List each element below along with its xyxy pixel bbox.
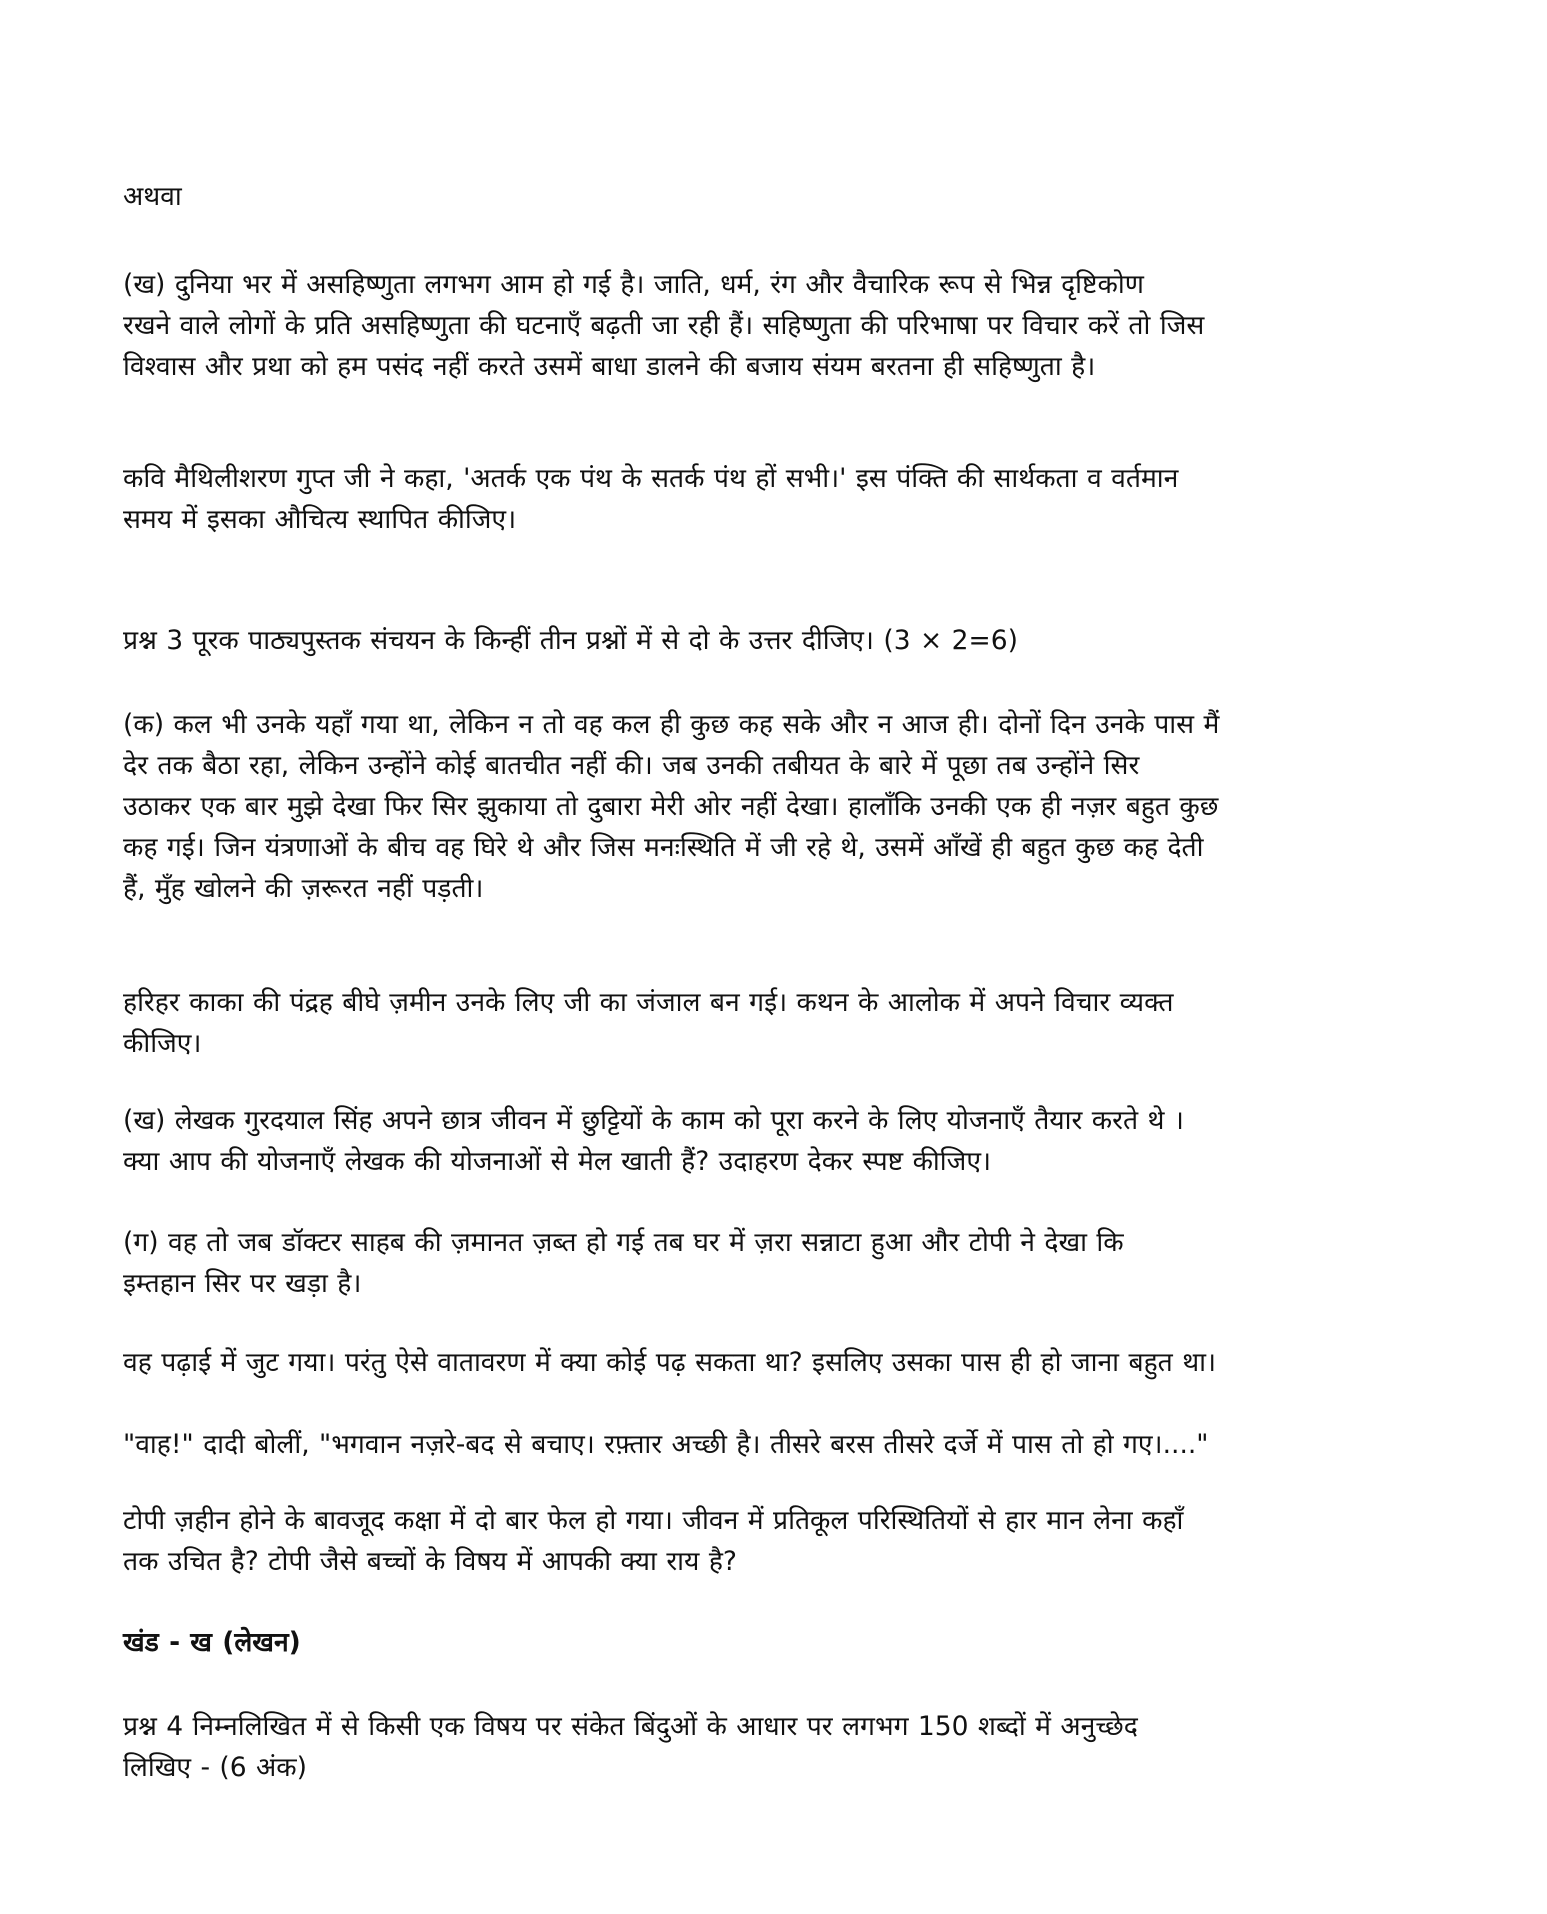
- text-line: विश्वास और प्रथा को हम पसंद नहीं करते उसमें बाधा डालने की बजाय संयम बरतना ही सहिष्णुता है।: [123, 351, 1096, 382]
- athva-heading: [123, 176, 1423, 217]
- text-line: हैं, मुँह खोलने की ज़रूरत नहीं पड़ती।: [123, 873, 484, 904]
- text-line: प्रश्न 3 पूरक पाठ्यपुस्तक संचयन के किन्हीं तीन प्रश्नों में से दो के उत्तर दीजिए। (3 × 2=6): [123, 625, 1018, 656]
- passage-kha-gurdayal: [123, 1100, 1423, 1182]
- passage-kha-intolerance: [123, 264, 1423, 387]
- passage-ga-dadi-quote: [123, 1424, 1423, 1465]
- text-line: तक उचित है? टोपी जैसे बच्चों के विषय में आपकी क्या राय है?: [123, 1546, 737, 1577]
- text-line: इम्तहान सिर पर खड़ा है।: [123, 1268, 362, 1299]
- text-line: खंड - ख (लेखन): [123, 1627, 301, 1658]
- text-line: प्रश्न 4 निम्नलिखित में से किसी एक विषय पर संकेत बिंदुओं के आधार पर लगभग 150 शब्दों में अनुच्छेद: [123, 1711, 1138, 1742]
- text-line: लिखिए - (6 अंक): [123, 1752, 307, 1783]
- text-line: समय में इसका औचित्य स्थापित कीजिए।: [123, 504, 517, 535]
- passage-ga-continued: [123, 1342, 1423, 1383]
- text-line: क्या आप की योजनाएँ लेखक की योजनाओं से मेल खाती हैं? उदाहरण देकर स्पष्ट कीजिए।: [123, 1146, 992, 1177]
- question-harihar-kaka: [123, 982, 1423, 1064]
- text-line: (क) कल भी उनके यहाँ गया था, लेकिन न तो वह कल ही कुछ कह सके और न आज ही। दोनों दिन उनके पास मैं: [123, 709, 1220, 740]
- text-line: (ख) दुनिया भर में असहिष्णुता लगभग आम हो गई है। जाति, धर्म, रंग और वैचारिक रूप से भिन्न दृष्टिकोण: [123, 269, 1144, 300]
- text-line: रखने वाले लोगों के प्रति असहिष्णुता की घटनाएँ बढ़ती जा रही हैं। सहिष्णुता की परिभाषा पर विचार करें तो जिस: [123, 310, 1205, 341]
- text-line: उठाकर एक बार मुझे देखा फिर सिर झुकाया तो दुबारा मेरी ओर नहीं देखा। हालाँकि उनकी एक ही नज़र बहुत कुछ: [123, 791, 1219, 822]
- text-line: (ग) वह तो जब डॉक्टर साहब की ज़मानत ज़ब्त हो गई तब घर में ज़रा सन्नाटा हुआ और टोपी ने देखा कि: [123, 1227, 1124, 1258]
- text-line: कवि मैथिलीशरण गुप्त जी ने कहा, 'अतर्क एक पंथ के सतर्क पंथ हों सभी।' इस पंक्ति की सार्थकता व वर्तमान: [123, 463, 1179, 494]
- text-line: कीजिए।: [123, 1028, 202, 1059]
- text-line: हरिहर काका की पंद्रह बीघे ज़मीन उनके लिए जी का जंजाल बन गई। कथन के आलोक में अपने विचार व्यक्त: [123, 987, 1174, 1018]
- question-topi: [123, 1500, 1423, 1582]
- text-line: देर तक बैठा रहा, लेकिन उन्होंने कोई बातचीत नहीं की। जब उनकी तबीयत के बारे में पूछा तब उन्होंने सिर: [123, 750, 1140, 781]
- question-4-heading: [123, 1706, 1423, 1788]
- question-kavi-maithilisharan: [123, 458, 1423, 540]
- text-line: टोपी ज़हीन होने के बावजूद कक्षा में दो बार फेल हो गया। जीवन में प्रतिकूल परिस्थितियों से हार मान लेना कहाँ: [123, 1505, 1184, 1536]
- question-3-heading: [123, 620, 1423, 661]
- text-line: "वाह!" दादी बोलीं, "भगवान नज़रे-बद से बचाए। रफ़्तार अच्छी है। तीसरे बरस तीसरे दर्जे में पास तो हो गए।....": [123, 1429, 1209, 1460]
- text-line: कह गई। जिन यंत्रणाओं के बीच वह घिरे थे और जिस मनःस्थिति में जी रहे थे, उसमें आँखें ही बहुत कुछ कह देती: [123, 832, 1204, 863]
- text-line: अथवा: [123, 181, 182, 212]
- text-line: (ख) लेखक गुरदयाल सिंह अपने छात्र जीवन में छुट्टियों के काम को पूरा करने के लिए योजनाएँ तैयार करते थे ।: [123, 1105, 1184, 1136]
- passage-ka: [123, 704, 1423, 909]
- text-line: वह पढ़ाई में जुट गया। परंतु ऐसे वातावरण में क्या कोई पढ़ सकता था? इसलिए उसका पास ही हो जाना बहुत था।: [123, 1347, 1217, 1378]
- section-heading-khand-kha: [123, 1622, 1423, 1663]
- passage-ga-topi: [123, 1222, 1423, 1304]
